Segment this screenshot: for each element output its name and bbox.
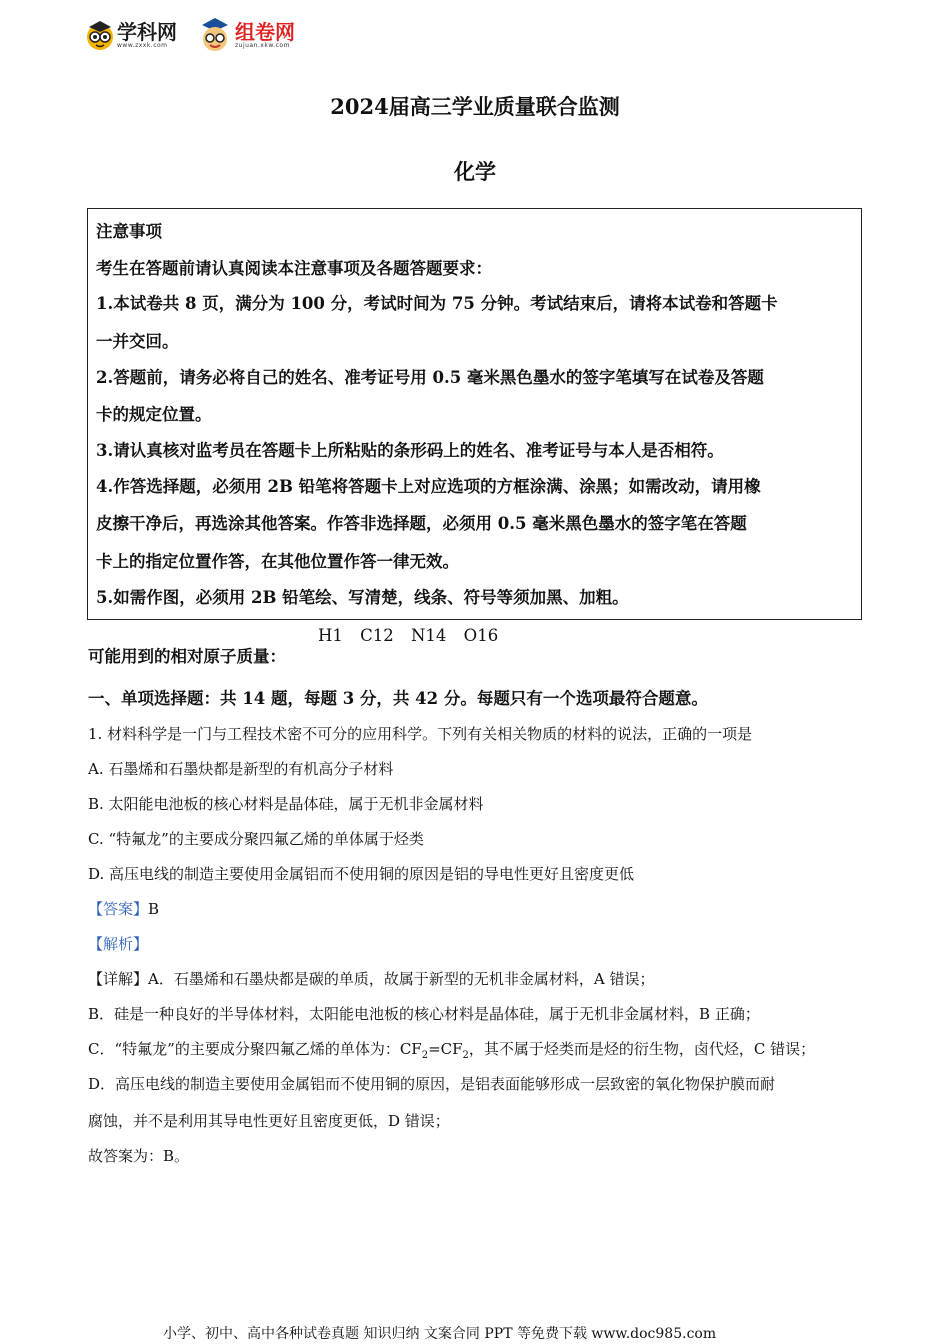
notice-line: 卡的规定位置。 — [96, 405, 212, 424]
mascot-boy-icon — [198, 15, 232, 55]
mascot-owl-icon — [86, 19, 114, 51]
detail-c-mid: =CF — [428, 1040, 463, 1058]
section-title: 一、单项选择题：共 14 题，每题 3 分，共 42 分。每题只有一个选项最符合题意。 — [88, 689, 708, 708]
notice-line: 1.本试卷共 8 页，满分为 100 分，考试时间为 75 分钟。考试结束后，请将本试卷和答题卡 — [96, 294, 778, 313]
answer-tag: 【答案】 — [88, 900, 149, 918]
atomic-mass-values: H1 C12 N14 O16 — [318, 626, 499, 645]
option-d: D. 高压电线的制造主要使用金属铝而不使用铜的原因是铝的导电性更好且密度更低 — [88, 865, 635, 883]
notice-line: 3.请认真核对监考员在答题卡上所粘贴的条形码上的姓名、准考证号与本人是否相符。 — [96, 441, 724, 460]
detail-d-line2: 腐蚀，并不是利用其导电性更好且密度更低，D 错误； — [88, 1112, 450, 1130]
notice-line: 2.答题前，请务必将自己的姓名、准考证号用 0.5 毫米黑色墨水的签字笔填写在试卷及答题 — [96, 368, 764, 387]
detail-c-post: ，其不属于烃类而是烃的衍生物，卤代烃，C 错误； — [468, 1040, 816, 1058]
detail-tag: 【详解】 — [88, 970, 149, 988]
subscript: 2 — [421, 1050, 429, 1061]
logo1-url: www.zxxk.com — [117, 41, 168, 49]
notice-line: 卡上的指定位置作答，在其他位置作答一律无效。 — [96, 552, 459, 571]
subscript: 2 — [462, 1050, 469, 1061]
option-c: C. “特氟龙”的主要成分聚四氟乙烯的单体属于烃类 — [88, 830, 424, 848]
answer-line — [88, 898, 159, 919]
xuekewang-logo — [86, 14, 177, 56]
answer-value: B — [148, 900, 160, 918]
detail-b: B．硅是一种良好的半导体材料，太阳能电池板的核心材料是晶体硅，属于无机非金属材料，B 正确； — [88, 1005, 760, 1023]
zujuanwang-logo — [198, 14, 295, 56]
analysis-tag: 【解析】 — [88, 935, 149, 953]
subject-title: 化学 — [454, 159, 496, 184]
footer-text: 小学、初中、高中各种试卷真题 知识归纳 文案合同 PPT 等免费下载 www.doc985.com — [163, 1326, 717, 1342]
detail-c-pre: C．“特氟龙”的主要成分聚四氟乙烯的单体为：CF — [88, 1040, 422, 1058]
option-b: B. 太阳能电池板的核心材料是晶体硅，属于无机非金属材料 — [88, 795, 484, 813]
detail-d-line1: D．高压电线的制造主要使用金属铝而不使用铜的原因，是铝表面能够形成一层致密的氧化物保护膜而耐 — [88, 1075, 776, 1093]
conclusion: 故答案为：B。 — [88, 1147, 190, 1165]
notice-line: 5.如需作图，必须用 2B 铅笔绘、写清楚，线条、符号等须加黑、加粗。 — [96, 588, 629, 607]
notice-line: 4.作答选择题，必须用 2B 铅笔将答题卡上对应选项的方框涂满、涂黑；如需改动，请用橡 — [96, 477, 761, 496]
question-stem: 1. 材料科学是一门与工程技术密不可分的应用科学。下列有关相关物质的材料的说法，正确的一项是 — [88, 725, 753, 743]
logo2-name: 组卷网 — [235, 19, 295, 44]
option-a: A. 石墨烯和石墨炔都是新型的有机高分子材料 — [88, 760, 394, 778]
detail-a: A．石墨烯和石墨炔都是碳的单质，故属于新型的无机非金属材料，A 错误； — [148, 970, 655, 988]
logo2-url: zujuan.xkw.com — [235, 41, 290, 49]
notice-line: 一并交回。 — [96, 332, 179, 351]
logo1-name: 学科网 — [117, 19, 177, 44]
atomic-mass-label: 可能用到的相对原子质量： — [88, 647, 286, 666]
detail-c — [88, 1038, 815, 1061]
exam-title: 2024届高三学业质量联合监测 — [330, 94, 620, 119]
notice-heading: 注意事项 — [96, 222, 162, 241]
detail-a-line — [88, 968, 654, 989]
notice-intro: 考生在答题前请认真阅读本注意事项及各题答题要求： — [96, 259, 492, 278]
notice-line: 皮擦干净后，再选涂其他答案。作答非选择题，必须用 0.5 毫米黑色墨水的签字笔在答题 — [96, 514, 747, 533]
